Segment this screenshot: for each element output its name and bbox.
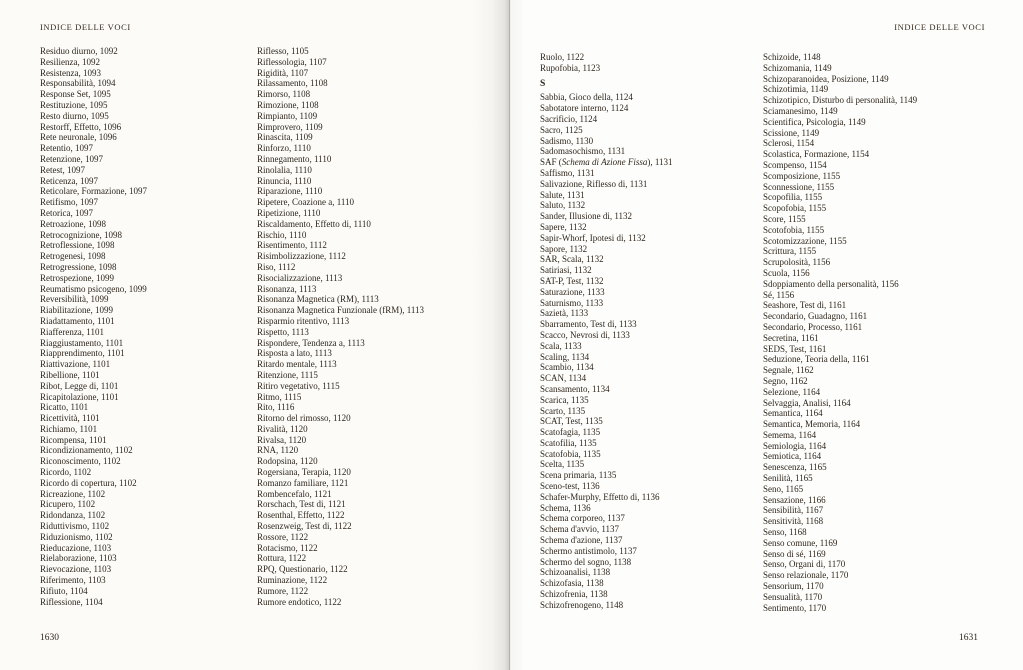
index-entry: Selvaggia, Analisi, 1164 (763, 397, 851, 408)
index-entry: Riafferenza, 1101 (40, 326, 104, 337)
index-entry: Ripetere, Coazione a, 1110 (257, 197, 355, 208)
index-column-3-bottom (540, 92, 762, 610)
index-entry: Rievocazione, 1103 (40, 564, 112, 575)
index-entry: RPQ, Questionario, 1122 (257, 564, 348, 575)
index-entry: Ruminazione, 1122 (257, 575, 328, 586)
index-entry: Sapere, 1132 (540, 221, 587, 232)
index-entry: Senso comune, 1169 (763, 537, 838, 548)
index-column-4 (763, 52, 998, 613)
index-entry: Sclerosi, 1154 (763, 138, 815, 149)
index-entry: Retrospezione, 1099 (40, 272, 114, 283)
index-entry: Riferimento, 1103 (40, 575, 106, 586)
index-entry: Riconoscimento, 1102 (40, 456, 121, 467)
index-entry: Retorica, 1097 (40, 207, 93, 218)
index-entry: Seduzione, Teoria della, 1161 (763, 354, 870, 365)
index-entry: Retest, 1097 (40, 164, 85, 175)
index-entry: Secondario, Processo, 1161 (763, 321, 863, 332)
index-entry: Salivazione, Riflesso di, 1131 (540, 178, 648, 189)
index-entry: Ritorno del rimosso, 1120 (257, 413, 351, 424)
index-entry: Schizofrenia, 1138 (540, 589, 608, 600)
index-entry: Score, 1155 (763, 213, 806, 224)
index-entry: Semiotica, 1164 (763, 451, 822, 462)
index-entry: Ricordo di copertura, 1102 (40, 477, 137, 488)
index-entry: Schizotimia, 1149 (763, 84, 829, 95)
index-entry: Schizotipico, Disturbo di personalità, 1149 (763, 95, 918, 106)
index-entry: Rimprovero, 1109 (257, 121, 323, 132)
index-entry: Ricordo, 1102 (40, 467, 92, 478)
index-entry: Ruolo, 1122 (540, 52, 585, 62)
index-entry: Retrogressione, 1098 (40, 261, 117, 272)
index-column-2 (257, 46, 482, 607)
index-entry: Scatofobia, 1135 (540, 448, 601, 459)
index-entry: Scopofobia, 1155 (763, 203, 827, 214)
index-entry: Ricondizionamento, 1102 (40, 445, 133, 456)
index-entry: Sapir-Whorf, Ipotesi di, 1132 (540, 232, 646, 243)
index-entry: Sabotatore interno, 1124 (540, 103, 629, 114)
index-entry: Reticenza, 1097 (40, 175, 98, 186)
index-entry: Sazietà, 1133 (540, 308, 589, 319)
index-entry: Semantica, Memoria, 1164 (763, 419, 861, 430)
index-entry: Ribellione, 1101 (40, 369, 100, 380)
index-entry: Schizomania, 1149 (763, 62, 832, 73)
index-entry: Riabilitazione, 1099 (40, 305, 113, 316)
running-head-left: INDICE DELLE VOCI (40, 22, 131, 32)
index-entry: Rorschach, Test di, 1121 (257, 499, 346, 510)
index-entry: Riapprendimento, 1101 (40, 348, 125, 359)
index-entry: Scaling, 1134 (540, 351, 590, 362)
index-entry: Scolastica, Formazione, 1154 (763, 149, 870, 160)
index-entry: Rieducazione, 1103 (40, 542, 112, 553)
index-entry: Risonanza, 1113 (257, 283, 317, 294)
index-entry: Rivalsa, 1120 (257, 434, 307, 445)
index-entry: Ricatto, 1101 (40, 402, 89, 413)
index-entry: Schema d'avvio, 1137 (540, 524, 620, 535)
index-entry: Segnale, 1162 (763, 365, 814, 376)
index-entry: Rodopsina, 1120 (257, 456, 318, 467)
index-entry: Sdoppiamento della personalità, 1156 (763, 278, 899, 289)
index-entry: Scotomizzazione, 1155 (763, 235, 847, 246)
index-entry: Ricapitolazione, 1101 (40, 391, 119, 402)
index-entry: SAT-P, Test, 1132 (540, 275, 604, 286)
index-entry: Ripetizione, 1110 (257, 207, 321, 218)
index-entry: Rinforzo, 1110 (257, 143, 311, 154)
index-entry: Rete neuronale, 1096 (40, 132, 117, 143)
index-entry: Semiologia, 1164 (763, 440, 827, 451)
index-entry: SCAT, Test, 1135 (540, 416, 603, 427)
index-entry: Rifiuto, 1104 (40, 585, 88, 596)
index-entry: Senilità, 1165 (763, 473, 813, 484)
index-column-3-top (540, 52, 762, 74)
index-entry: Schizoparanoidea, Posizione, 1149 (763, 73, 889, 84)
page-number-right: 1631 (959, 633, 978, 643)
index-entry: Scatofilia, 1135 (540, 437, 597, 448)
index-entry: Responsabilità, 1094 (40, 78, 116, 89)
index-entry: Schema corporeo, 1137 (540, 513, 625, 524)
index-entry: Riparazione, 1110 (257, 186, 323, 197)
index-entry: Retrocognizione, 1098 (40, 229, 122, 240)
running-head-right: INDICE DELLE VOCI (894, 22, 985, 32)
index-entry: Retenzione, 1097 (40, 153, 103, 164)
index-entry: Resilienza, 1092 (40, 56, 100, 67)
index-entry: Sensorium, 1170 (763, 581, 824, 592)
index-entry: Senescenza, 1165 (763, 462, 827, 473)
index-entry: Sapore, 1132 (540, 243, 588, 254)
index-entry: Risocializzazione, 1113 (257, 272, 343, 283)
index-entry: Sander, Illusione di, 1132 (540, 211, 633, 222)
index-entry: Riflessione, 1104 (40, 596, 103, 607)
index-entry: Riduttivismo, 1102 (40, 521, 110, 532)
index-entry: Riaggiustamento, 1101 (40, 337, 124, 348)
index-entry: Rosenzweig, Test di, 1122 (257, 521, 352, 532)
index-entry: Rumore endotico, 1122 (257, 596, 342, 607)
index-entry: Sceno-test, 1136 (540, 481, 600, 492)
index-entry: Secondario, Guadagno, 1161 (763, 311, 868, 322)
index-entry: Retroazione, 1098 (40, 218, 106, 229)
index-entry: Schema d'azione, 1137 (540, 535, 623, 546)
index-entry: Sensualità, 1170 (763, 591, 823, 602)
index-entry: Seno, 1165 (763, 483, 804, 494)
index-entry: Rinascita, 1109 (257, 132, 313, 143)
index-entry: Rotacismo, 1122 (257, 542, 318, 553)
index-entry: Rimpianto, 1109 (257, 110, 318, 121)
index-entry: Rossore, 1122 (257, 531, 309, 542)
index-entry: Richiamo, 1101 (40, 423, 98, 434)
index-entry: Saffismo, 1131 (540, 167, 595, 178)
index-entry: Reversibilità, 1099 (40, 294, 109, 305)
index-entry: Saturnismo, 1133 (540, 297, 604, 308)
index-entry: Scacco, Nevrosi di, 1133 (540, 329, 630, 340)
index-entry: SAR, Scala, 1132 (540, 254, 604, 265)
index-entry: Senso di sé, 1169 (763, 548, 826, 559)
index-entry: Scopofilia, 1155 (763, 192, 823, 203)
index-entry: Sadomasochismo, 1131 (540, 146, 626, 157)
index-entry: Seashore, Test di, 1161 (763, 300, 847, 311)
index-entry: Saturazione, 1133 (540, 286, 605, 297)
index-entry: Sé, 1156 (763, 289, 795, 300)
index-entry: Sciamanesimo, 1149 (763, 105, 838, 116)
index-entry: Rispondere, Tendenza a, 1113 (257, 337, 365, 348)
page-number-left: 1630 (40, 633, 59, 643)
index-entry: Risimbolizzazione, 1112 (257, 251, 346, 262)
index-entry: Rielaborazione, 1103 (40, 553, 117, 564)
index-entry: Riattivazione, 1101 (40, 359, 111, 370)
index-entry: Resistenza, 1093 (40, 67, 101, 78)
index-entry: Sbarramento, Test di, 1133 (540, 319, 637, 330)
index-entry: Ritiro vegetativo, 1115 (257, 380, 340, 391)
index-entry: Scrupolosità, 1156 (763, 257, 831, 268)
index-entry: Ritenzione, 1115 (257, 369, 318, 380)
index-entry: Riso, 1112 (257, 261, 296, 272)
index-entry: Scompenso, 1154 (763, 159, 827, 170)
index-entry: Senso relazionale, 1170 (763, 570, 849, 581)
index-entry: Sentimento, 1170 (763, 602, 827, 613)
index-entry: Segno, 1162 (763, 375, 808, 386)
index-entry: Restituzione, 1095 (40, 99, 108, 110)
index-entry: Ricompensa, 1101 (40, 434, 107, 445)
index-entry: Satiriasi, 1132 (540, 265, 592, 276)
index-entry: Scarica, 1135 (540, 394, 589, 405)
index-entry: Ridondanza, 1102 (40, 510, 106, 521)
page-left (0, 0, 507, 670)
index-entry: Reumatismo psicogeno, 1099 (40, 283, 147, 294)
index-entry: Schermo del sogno, 1138 (540, 556, 632, 567)
index-entry: Retentio, 1097 (40, 143, 93, 154)
index-entry: Response Set, 1095 (40, 89, 111, 100)
index-entry: Rilassamento, 1108 (257, 78, 328, 89)
index-column-1 (40, 46, 250, 607)
index-entry: Romanzo familiare, 1121 (257, 477, 349, 488)
index-entry: Saluto, 1132 (540, 200, 586, 211)
index-entry: Sensibilità, 1167 (763, 505, 824, 516)
index-entry: Sadismo, 1130 (540, 135, 594, 146)
index-entry: Rottura, 1122 (257, 553, 307, 564)
index-entry: Ribot, Legge di, 1101 (40, 380, 119, 391)
index-entry: Restorff, Effetto, 1096 (40, 121, 122, 132)
index-entry: Riflessologia, 1107 (257, 56, 327, 67)
page-right (507, 0, 1023, 670)
index-entry: Schema, 1136 (540, 502, 591, 513)
index-entry: Scarto, 1135 (540, 405, 586, 416)
index-entry: Riscaldamento, Effetto di, 1110 (257, 218, 371, 229)
index-entry: Risonanza Magnetica Funzionale (fRM), 1113 (257, 305, 425, 316)
index-entry: Rinolalia, 1110 (257, 164, 312, 175)
index-entry: Ricreazione, 1102 (40, 488, 106, 499)
index-entry: Riflesso, 1105 (257, 46, 309, 56)
index-entry: Riduzionismo, 1102 (40, 531, 113, 542)
index-entry: Retroflessione, 1098 (40, 240, 115, 251)
index-entry: Senso, 1168 (763, 527, 807, 538)
index-entry: Schafer-Murphy, Effetto di, 1136 (540, 491, 660, 502)
index-entry: Scatofagia, 1135 (540, 427, 601, 438)
index-entry: Selezione, 1164 (763, 386, 821, 397)
index-entry: Ricupero, 1102 (40, 499, 96, 510)
index-entry: Rito, 1116 (257, 402, 295, 413)
index-entry: Scrittura, 1155 (763, 246, 817, 257)
index-entry: Scuola, 1156 (763, 267, 810, 278)
index-entry: RNA, 1120 (257, 445, 299, 456)
index-entry: Schizoide, 1148 (763, 52, 821, 62)
index-entry: Rosenthal, Effetto, 1122 (257, 510, 345, 521)
index-entry: Retifismo, 1097 (40, 197, 98, 208)
index-entry: Schizofasia, 1138 (540, 578, 604, 589)
index-entry: Scansamento, 1134 (540, 383, 610, 394)
index-entry: Senso, Organi di, 1170 (763, 559, 846, 570)
index-entry: Retrogenesi, 1098 (40, 251, 106, 262)
index-entry: Rogersiana, Terapia, 1120 (257, 467, 351, 478)
index-entry: Schizofrenogeno, 1148 (540, 599, 624, 610)
index-entry: Scotofobia, 1155 (763, 224, 825, 235)
index-entry: Semema, 1164 (763, 429, 817, 440)
index-entry: Rumore, 1122 (257, 585, 309, 596)
index-entry: Sacro, 1125 (540, 124, 583, 135)
index-entry: Sensitività, 1168 (763, 516, 824, 527)
index-entry: Rischio, 1110 (257, 229, 307, 240)
index-entry: Rinnegamento, 1110 (257, 153, 332, 164)
index-entry: Riadattamento, 1101 (40, 315, 115, 326)
section-heading-s: S (540, 78, 546, 89)
index-entry: Risparmio ritentivo, 1113 (257, 315, 350, 326)
index-entry: Rispetto, 1113 (257, 326, 309, 337)
index-entry: Ritmo, 1115 (257, 391, 302, 402)
index-entry: Scelta, 1135 (540, 459, 585, 470)
index-entry: Reticolare, Formazione, 1097 (40, 186, 147, 197)
index-entry: Schizoanalisi, 1138 (540, 567, 611, 578)
index-column-3 (540, 52, 762, 611)
index-entry: Scientifica, Psicologia, 1149 (763, 116, 866, 127)
index-entry: Risentimento, 1112 (257, 240, 327, 251)
index-entry: Ritardo mentale, 1113 (257, 359, 337, 370)
index-entry: Salute, 1131 (540, 189, 585, 200)
index-entry: Risposta a lato, 1113 (257, 348, 332, 359)
index-entry: Rupofobia, 1123 (540, 62, 601, 73)
index-entry: Rombencefalo, 1121 (257, 488, 332, 499)
index-entry: Rinuncia, 1110 (257, 175, 312, 186)
index-entry: Risonanza Magnetica (RM), 1113 (257, 294, 379, 305)
index-entry: Scala, 1133 (540, 340, 582, 351)
index-entry: Scambio, 1134 (540, 362, 594, 373)
index-entry: Secretina, 1161 (763, 332, 819, 343)
index-entry: Residuo diurno, 1092 (40, 46, 118, 56)
index-entry: Sensazione, 1166 (763, 494, 826, 505)
index-entry: Schermo antistimolo, 1137 (540, 545, 637, 556)
index-entry: Ricettività, 1101 (40, 413, 100, 424)
index-entry: SCAN, 1134 (540, 373, 587, 384)
index-entry: Rivalità, 1120 (257, 423, 308, 434)
index-entry: Sconnessione, 1155 (763, 181, 835, 192)
index-entry: Rimozione, 1108 (257, 99, 319, 110)
index-entry: Sabbia, Gioco della, 1124 (540, 92, 633, 103)
index-entry: Scomposizione, 1155 (763, 170, 841, 181)
index-entry: Rimorso, 1108 (257, 89, 311, 100)
index-entry: Resto diurno, 1095 (40, 110, 109, 121)
index-entry: Semantica, 1164 (763, 408, 823, 419)
index-entry: Scena primaria, 1135 (540, 470, 617, 481)
index-entry: SEDS, Test, 1161 (763, 343, 827, 354)
index-entry: Scissione, 1149 (763, 127, 820, 138)
index-entry: SAF (Schema di Azione Fissa), 1131 (540, 157, 673, 168)
index-entry: Rigidità, 1107 (257, 67, 309, 78)
index-entry: Sacrificio, 1124 (540, 113, 598, 124)
